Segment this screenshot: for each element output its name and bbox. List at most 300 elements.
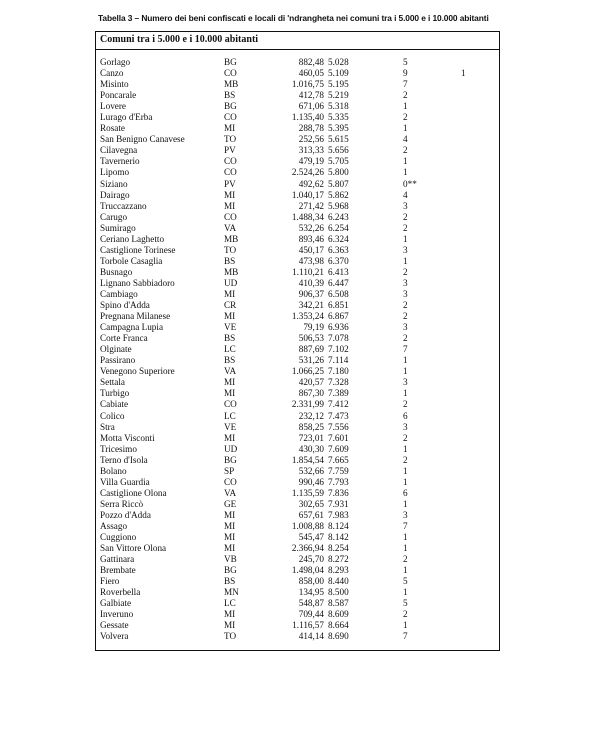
confiscated-count: 1	[403, 167, 408, 178]
population-value: 5.195	[328, 79, 349, 90]
confiscated-count: 2	[403, 432, 408, 443]
area-value: 1.498,04	[291, 565, 324, 576]
municipality-name: Spino d'Adda	[100, 300, 150, 311]
table-row	[96, 68, 499, 79]
confiscated-count: 7	[403, 631, 408, 642]
table-row	[96, 543, 499, 554]
province-code: MI	[224, 620, 236, 631]
municipality-name: Colico	[100, 410, 125, 421]
province-code: CO	[224, 211, 237, 222]
table-row	[96, 101, 499, 112]
area-value: 709,44	[298, 609, 324, 620]
area-value: 450,17	[298, 244, 324, 255]
area-value: 479,19	[298, 156, 324, 167]
population-value: 7.180	[328, 366, 349, 377]
confiscated-count: 6	[403, 410, 408, 421]
municipality-name: Ceriano Laghetto	[100, 233, 165, 244]
municipality-name: Passirano	[100, 355, 136, 366]
area-value: 532,26	[298, 222, 324, 233]
municipality-name: Pregnana Milanese	[100, 311, 171, 322]
province-code: MI	[224, 189, 236, 200]
confiscated-count: 1	[403, 620, 408, 631]
table-row	[96, 510, 499, 521]
confiscated-count: 2	[403, 300, 408, 311]
population-value: 5.109	[328, 68, 349, 79]
municipality-name: Venegono Superiore	[100, 366, 175, 377]
population-value: 7.328	[328, 377, 349, 388]
area-value: 2.524,26	[291, 167, 324, 178]
municipality-name: Lovere	[100, 101, 127, 112]
population-value: 8.142	[328, 532, 349, 543]
table-row	[96, 565, 499, 576]
province-code: LC	[224, 344, 236, 355]
province-code: PV	[224, 145, 236, 156]
municipality-name: Villa Guardia	[100, 476, 150, 487]
municipality-name: Galbiate	[100, 598, 132, 609]
area-value: 1.488,34	[291, 211, 324, 222]
table-row	[96, 587, 499, 598]
confiscated-count: 4	[403, 189, 408, 200]
population-value: 5.615	[328, 134, 349, 145]
confiscated-count: 1	[403, 443, 408, 454]
area-value: 492,62	[298, 178, 324, 189]
area-value: 412,78	[298, 90, 324, 101]
province-code: MI	[224, 609, 236, 620]
population-value: 7.931	[328, 498, 349, 509]
table-row	[96, 576, 499, 587]
province-code: GE	[224, 498, 237, 509]
confiscated-count: 1	[403, 587, 408, 598]
table-row	[96, 620, 499, 631]
table-row	[96, 167, 499, 178]
municipality-name: Lurago d'Erba	[100, 112, 153, 123]
area-value: 723,01	[298, 432, 324, 443]
table-row	[96, 466, 499, 477]
confiscated-count: 1	[403, 498, 408, 509]
population-value: 6.867	[328, 311, 349, 322]
confiscated-count: 1	[403, 388, 408, 399]
table-caption: Tabella 3 – Numero dei beni confiscati e locali di 'ndrangheta nei comuni tra i 5.000 e i 10.000 abitanti	[98, 13, 489, 23]
province-code: BG	[224, 454, 237, 465]
area-value: 410,39	[298, 277, 324, 288]
confiscated-count: 3	[403, 200, 408, 211]
population-value: 8.440	[328, 576, 349, 587]
province-code: BG	[224, 565, 237, 576]
area-value: 548,87	[298, 598, 324, 609]
municipality-name: Settala	[100, 377, 126, 388]
population-value: 8.500	[328, 587, 349, 598]
table-row	[96, 145, 499, 156]
population-value: 5.335	[328, 112, 349, 123]
table-row	[96, 377, 499, 388]
province-code: VA	[224, 487, 237, 498]
province-code: LC	[224, 410, 236, 421]
municipality-name: Gessate	[100, 620, 129, 631]
municipality-name: Tricesimo	[100, 443, 137, 454]
population-value: 7.556	[328, 421, 349, 432]
province-code: CO	[224, 167, 237, 178]
table-row	[96, 444, 499, 455]
area-value: 1.135,59	[291, 487, 324, 498]
municipality-name: Gorlago	[100, 57, 131, 67]
confiscated-count: 3	[403, 509, 408, 520]
table-row	[96, 598, 499, 609]
municipality-name: Lipomo	[100, 167, 130, 178]
area-value: 531,26	[298, 355, 324, 366]
table-row	[96, 532, 499, 543]
confiscated-count: 3	[403, 244, 408, 255]
table-row	[96, 499, 499, 510]
confiscated-count: 1	[403, 233, 408, 244]
municipality-name: Rosate	[100, 123, 126, 134]
confiscated-count: 9	[403, 68, 408, 79]
table-row	[96, 112, 499, 123]
confiscated-count: 2	[403, 222, 408, 233]
province-code: LC	[224, 598, 236, 609]
confiscated-count: 7	[403, 344, 408, 355]
table-row	[96, 488, 499, 499]
population-value: 7.793	[328, 476, 349, 487]
area-value: 1.008,88	[291, 520, 324, 531]
table-row	[96, 201, 499, 212]
table-row	[96, 156, 499, 167]
table-row	[96, 399, 499, 410]
population-value: 8.124	[328, 520, 349, 531]
municipality-name: Assago	[100, 520, 128, 531]
confiscated-count: 1	[403, 465, 408, 476]
municipality-name: Misinto	[100, 79, 129, 90]
table-row	[96, 190, 499, 201]
province-code: MI	[224, 123, 236, 134]
province-code: BS	[224, 255, 236, 266]
confiscated-count: 2	[403, 554, 408, 565]
confiscated-count: 6	[403, 487, 408, 498]
province-code: MI	[224, 311, 236, 322]
population-value: 7.078	[328, 333, 349, 344]
area-value: 1.110,21	[292, 266, 324, 277]
population-value: 6.324	[328, 233, 349, 244]
province-code: CO	[224, 399, 237, 410]
province-code: TO	[224, 244, 237, 255]
province-code: MI	[224, 432, 236, 443]
municipality-name: Poncarale	[100, 90, 137, 101]
province-code: MB	[224, 233, 239, 244]
table-row	[96, 477, 499, 488]
municipality-name: San Vittore Olona	[100, 543, 167, 554]
population-value: 7.759	[328, 465, 349, 476]
table-row	[96, 256, 499, 267]
province-code: MB	[224, 266, 239, 277]
confiscated-count: 2	[403, 609, 408, 620]
area-value: 313,33	[298, 145, 324, 156]
population-value: 6.936	[328, 322, 349, 333]
population-value: 7.102	[328, 344, 349, 355]
confiscated-count: 1	[403, 476, 408, 487]
confiscated-count: 3	[403, 421, 408, 432]
province-code: CO	[224, 68, 237, 79]
province-code: CO	[224, 112, 237, 123]
confiscated-count: 1	[403, 255, 408, 266]
table-header-row	[96, 32, 499, 50]
population-value: 7.836	[328, 487, 349, 498]
population-value: 5.862	[328, 189, 349, 200]
table-row	[96, 455, 499, 466]
municipality-name: Cabiate	[100, 399, 129, 410]
area-value: 414,14	[298, 631, 324, 642]
area-value: 232,12	[298, 410, 324, 421]
confiscated-count: 5	[403, 576, 408, 587]
table-row	[96, 388, 499, 399]
confiscated-count: 2	[403, 112, 408, 123]
area-value: 430,30	[298, 443, 324, 454]
municipality-name: Carugo	[100, 211, 128, 222]
area-value: 882,48	[298, 57, 324, 67]
population-value: 5.968	[328, 200, 349, 211]
area-value: 1.016,75	[291, 79, 324, 90]
area-value: 1.116,57	[292, 620, 324, 631]
municipality-name: Cilavegna	[100, 145, 138, 156]
province-code: CO	[224, 156, 237, 167]
confiscated-count: 0**	[403, 178, 417, 189]
province-code: VE	[224, 322, 237, 333]
province-code: BS	[224, 355, 236, 366]
table-row	[96, 57, 499, 68]
area-value: 893,46	[298, 233, 324, 244]
confiscated-count: 2	[403, 333, 408, 344]
municipality-name: Volvera	[100, 631, 129, 642]
confiscated-count: 1	[403, 532, 408, 543]
province-code: MI	[224, 377, 236, 388]
population-value: 5.219	[328, 90, 349, 101]
population-value: 7.412	[328, 399, 349, 410]
province-code: BS	[224, 576, 236, 587]
population-value: 8.293	[328, 565, 349, 576]
confiscated-count: 2	[403, 90, 408, 101]
population-value: 6.508	[328, 288, 349, 299]
area-value: 887,69	[298, 344, 324, 355]
province-code: PV	[224, 178, 236, 189]
table-row	[96, 433, 499, 444]
area-value: 671,06	[298, 101, 324, 112]
confiscated-count: 1	[403, 101, 408, 112]
area-value: 473,98	[298, 255, 324, 266]
table-row	[96, 355, 499, 366]
population-value: 7.609	[328, 443, 349, 454]
confiscated-count: 3	[403, 277, 408, 288]
province-code: BG	[224, 101, 237, 112]
municipality-name: Tavernerio	[100, 156, 140, 167]
province-code: VE	[224, 421, 237, 432]
area-value: 342,21	[298, 300, 324, 311]
confiscated-count: 2	[403, 145, 408, 156]
area-value: 460,05	[298, 68, 324, 79]
area-value: 657,61	[298, 509, 324, 520]
table-row	[96, 134, 499, 145]
area-value: 288,78	[298, 123, 324, 134]
table-row	[96, 344, 499, 355]
area-value: 302,65	[298, 498, 324, 509]
municipality-name: Serra Riccò	[100, 498, 144, 509]
municipality-name: Brembate	[100, 565, 136, 576]
municipality-name: Olginate	[100, 344, 132, 355]
table-row	[96, 311, 499, 322]
population-value: 5.395	[328, 123, 349, 134]
population-value: 6.363	[328, 244, 349, 255]
population-value: 5.318	[328, 101, 349, 112]
province-code: TO	[224, 631, 237, 642]
municipality-name: Truccazzano	[100, 200, 147, 211]
table-row	[96, 322, 499, 333]
municipality-name: Cambiago	[100, 288, 138, 299]
area-value: 867,30	[298, 388, 324, 399]
table-row	[96, 411, 499, 422]
province-code: MI	[224, 288, 236, 299]
province-code: SP	[224, 465, 235, 476]
confiscated-count: 3	[403, 288, 408, 299]
population-value: 8.690	[328, 631, 349, 642]
population-value: 8.587	[328, 598, 349, 609]
population-value: 7.601	[328, 432, 349, 443]
area-value: 858,00	[298, 576, 324, 587]
area-value: 532,66	[298, 465, 324, 476]
area-value: 134,95	[298, 587, 324, 598]
municipality-name: Siziano	[100, 178, 128, 189]
table-row	[96, 631, 499, 642]
population-value: 5.656	[328, 145, 349, 156]
municipality-name: Busnago	[100, 266, 133, 277]
municipality-name: Corte Franca	[100, 333, 148, 344]
population-value: 6.447	[328, 277, 349, 288]
population-value: 7.983	[328, 509, 349, 520]
municipality-name: Torbole Casaglia	[100, 255, 163, 266]
area-value: 252,56	[298, 134, 324, 145]
area-value: 545,47	[298, 532, 324, 543]
table-row	[96, 234, 499, 245]
province-code: MN	[224, 587, 239, 598]
municipality-name: Pozzo d'Adda	[100, 509, 151, 520]
confiscated-count: 7	[403, 520, 408, 531]
municipality-name: Roverbella	[100, 587, 141, 598]
population-value: 5.807	[328, 178, 349, 189]
area-value: 1.066,25	[291, 366, 324, 377]
confiscated-count: 2	[403, 211, 408, 222]
municipality-name: Canzo	[100, 68, 124, 79]
table-row	[96, 212, 499, 223]
province-code: MI	[224, 200, 236, 211]
municipality-name: Lignano Sabbiadoro	[100, 277, 175, 288]
area-value: 858,25	[298, 421, 324, 432]
province-code: VA	[224, 222, 237, 233]
population-value: 7.665	[328, 454, 349, 465]
population-value: 8.272	[328, 554, 349, 565]
municipality-name: Castiglione Olona	[100, 487, 167, 498]
population-value: 8.664	[328, 620, 349, 631]
confiscated-count: 2	[403, 399, 408, 410]
confiscated-count: 2	[403, 266, 408, 277]
confiscated-count: 1	[403, 543, 408, 554]
table-row	[96, 333, 499, 344]
population-value: 6.370	[328, 255, 349, 266]
province-code: UD	[224, 443, 238, 454]
table-row	[96, 521, 499, 532]
confiscated-count: 1	[403, 123, 408, 134]
confiscated-count: 1	[403, 366, 408, 377]
table-row	[96, 123, 499, 134]
table-row	[96, 278, 499, 289]
area-value: 271,42	[298, 200, 324, 211]
province-code: BS	[224, 90, 236, 101]
province-code: TO	[224, 134, 237, 145]
confiscated-count: 1	[403, 355, 408, 366]
confiscated-count: 3	[403, 322, 408, 333]
population-value: 6.254	[328, 222, 349, 233]
province-code: MI	[224, 543, 236, 554]
area-value: 2.366,94	[291, 543, 324, 554]
province-code: BG	[224, 57, 237, 67]
table-row	[96, 289, 499, 300]
province-code: MB	[224, 79, 239, 90]
municipality-name: Campagna Lupia	[100, 322, 164, 333]
municipality-name: Dairago	[100, 189, 130, 200]
municipality-name: Fiero	[100, 576, 120, 587]
province-code: BS	[224, 333, 236, 344]
table-header-label: Comuni tra i 5.000 e i 10.000 abitanti	[100, 34, 259, 45]
area-value: 506,53	[298, 333, 324, 344]
table-row	[96, 300, 499, 311]
population-value: 6.413	[328, 266, 349, 277]
province-code: MI	[224, 520, 236, 531]
table-row	[96, 90, 499, 101]
province-code: UD	[224, 277, 238, 288]
area-value: 79,19	[303, 322, 324, 333]
municipality-name: Inveruno	[100, 609, 134, 620]
province-code: MI	[224, 532, 236, 543]
municipality-name: San Benigno Canavese	[100, 134, 185, 145]
area-value: 990,46	[298, 476, 324, 487]
area-value: 906,37	[298, 288, 324, 299]
municipality-name: Cuggiono	[100, 532, 137, 543]
confiscated-count: 2	[403, 454, 408, 465]
table-row	[96, 179, 499, 190]
municipality-name: Bolano	[100, 465, 127, 476]
province-code: VA	[224, 366, 237, 377]
province-code: VB	[224, 554, 237, 565]
population-value: 6.243	[328, 211, 349, 222]
confiscated-count: 5	[403, 598, 408, 609]
municipality-name: Terno d'Isola	[100, 454, 148, 465]
data-table	[95, 31, 500, 651]
table-row	[96, 422, 499, 433]
municipality-name: Gattinara	[100, 554, 135, 565]
population-value: 8.609	[328, 609, 349, 620]
area-value: 1.135,40	[291, 112, 324, 123]
population-value: 7.473	[328, 410, 349, 421]
confiscated-count: 2	[403, 311, 408, 322]
area-value: 1.854,54	[291, 454, 324, 465]
area-value: 245,70	[298, 554, 324, 565]
population-value: 8.254	[328, 543, 349, 554]
province-code: MI	[224, 509, 236, 520]
area-value: 2.331,99	[291, 399, 324, 410]
confiscated-count: 4	[403, 134, 408, 145]
province-code: MI	[224, 388, 236, 399]
table-row	[96, 223, 499, 234]
municipality-name: Motta Visconti	[100, 432, 155, 443]
municipality-name: Turbigo	[100, 388, 130, 399]
locali-count: 1	[461, 68, 466, 79]
population-value: 7.389	[328, 388, 349, 399]
confiscated-count: 1	[403, 565, 408, 576]
